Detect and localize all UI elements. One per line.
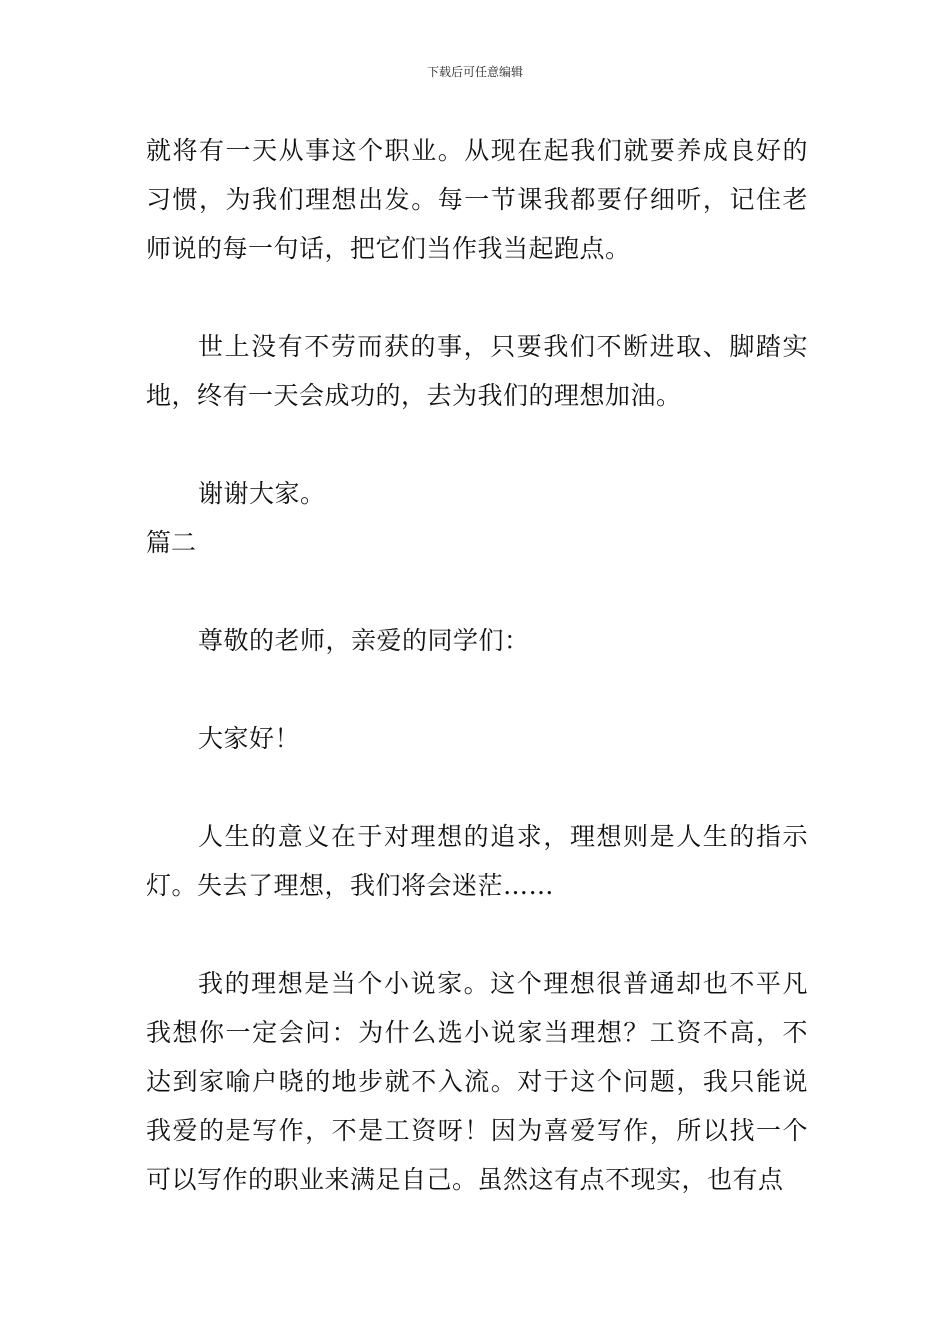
section-title: 篇二: [146, 528, 197, 557]
paragraph-novelist-dream: 我的理想是当个小说家。这个理想很普通却也不平凡我想你一定会问：为什么选小说家当理想？工资不高，不达到家喻户晓的地步就不入流。对于这个问题，我只能说我爱的是写作，不是工资呀！因为喜爱写作，所以找一个可以写作的职业来满足自己。虽然这有点不现实，也有点: [146, 969, 808, 1194]
page-header-note: 下载后可任意编辑: [426, 65, 523, 79]
paragraph-thanks: 谢谢大家。: [198, 479, 326, 508]
paragraph-meaning-of-life: 人生的意义在于对理想的追求，理想则是人生的指示灯。失去了理想，我们将会迷茫……: [146, 822, 808, 900]
document-body: [146, 126, 808, 1204]
paragraph-career-habits: 就将有一天从事这个职业。从现在起我们就要养成良好的习惯，为我们理想出发。每一节课我都要仔细听，记住老师说的每一句话，把它们当作我当起跑点。: [146, 136, 808, 263]
paragraph-no-gain-without-effort: 世上没有不劳而获的事，只要我们不断进取、脚踏实地，终有一天会成功的，去为我们的理想加油。: [146, 332, 808, 410]
paragraph-greeting: 大家好！: [198, 724, 301, 753]
paragraph-salutation: 尊敬的老师，亲爱的同学们：: [198, 626, 530, 655]
